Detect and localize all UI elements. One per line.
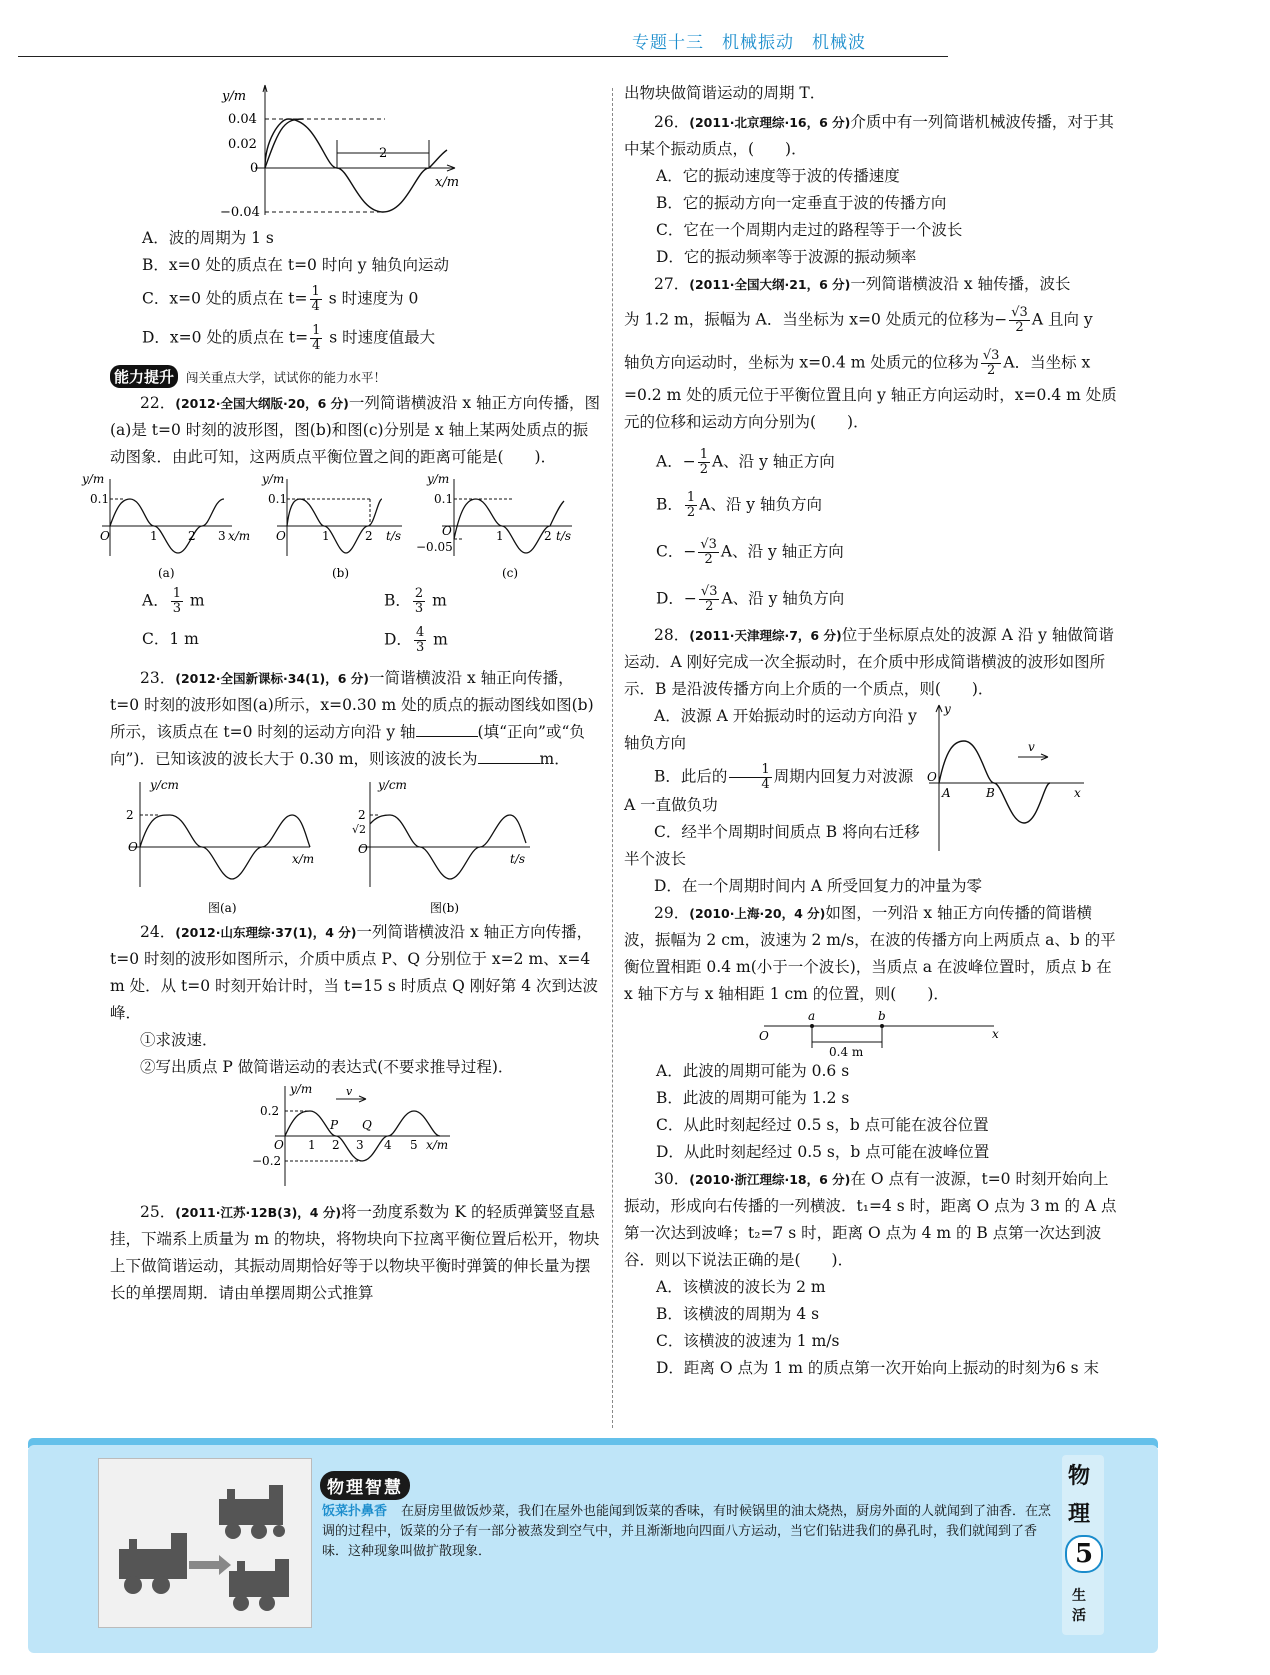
svg-text:x/m: x/m [426, 1138, 449, 1152]
svg-text:b: b [878, 1009, 886, 1023]
q28-body [624, 703, 1122, 873]
q23-fig-a [126, 778, 314, 915]
svg-text:a: a [808, 1009, 816, 1023]
footer-keyword: 饭菜扑鼻香 [322, 1504, 388, 1519]
fig21-tick-0: 0 [250, 161, 259, 176]
left-column [82, 80, 602, 1307]
svg-text:4: 4 [384, 1138, 392, 1152]
column-divider [612, 88, 613, 1428]
q26-option-d: D．它的振动频率等于波源的振动频率 [656, 248, 917, 266]
svg-text:2: 2 [365, 529, 373, 543]
svg-text:v: v [346, 1085, 353, 1098]
svg-text:y/m: y/m [427, 472, 450, 486]
svg-text:y/m: y/m [290, 1082, 313, 1096]
svg-text:3: 3 [356, 1138, 364, 1152]
q26-option-c: C．它在一个周期内走过的路程等于一个波长 [656, 221, 963, 239]
svg-text:0.1: 0.1 [90, 492, 110, 506]
q23-stem: 23．(2012·全国新课标·34(1)，6 分)一简谐横波沿 x 轴正向传播，t=0 时刻的波形如图(a)所示，x=0.30 m 处的质点的振动图线如图(b)所示，该质点在 t=0 时刻的运动方向沿 y 轴 (填“正向”或“负向”)．已知该波的波长大于 0.30 m，则该波的波长为 m． [110, 669, 594, 768]
svg-text:1: 1 [150, 529, 158, 543]
q30-option-a: A．该横波的波长为 2 m [656, 1278, 826, 1296]
q22-fig-b [261, 472, 402, 580]
svg-text:O: O [759, 1029, 769, 1043]
q22-options-row-1 [110, 587, 602, 616]
svg-text:2: 2 [544, 529, 552, 543]
fig21-tick-002: 0.02 [228, 137, 257, 152]
q30-stem: 30．(2010·浙江理综·18，6 分)在 O 点有一波源，t=0 时刻开始向上振动，形成向右传播的一列横波．t₁=4 s 时，距离 O 点为 3 m 的 A 点第一次达到波峰；t₂=7 s 时，距离 O 点为 4 m 的 B 点第一次达到波谷．则以下说法正确的是( )． [624, 1170, 1117, 1269]
svg-text:O: O [274, 1138, 284, 1152]
svg-text:5: 5 [410, 1138, 418, 1152]
fig21-xlabel: x/m [435, 175, 460, 190]
svg-text:y/m: y/m [262, 472, 285, 486]
svg-text:2: 2 [188, 529, 196, 543]
svg-text:x: x [992, 1027, 999, 1041]
svg-text:−0.2: −0.2 [252, 1154, 282, 1168]
q21-option-d: D．x=0 处的质点在 t= $\frac{1}{4}$ s 时速度值最大 [142, 323, 436, 353]
footer-body: 在厨房里做饭炒菜，我们在屋外也能闻到饭菜的香味，有时候锅里的油太烧热，厨房外面的人就闻到了油香．在烹调的过程中，饭菜的分子有一部分被蒸发到空气中，并且渐渐地向四面八方运动，当它们钻进我们的鼻孔时，我们就闻到了香味．这种现象叫做扩散现象． [322, 1504, 1052, 1559]
q28-option-d: D．在一个周期时间内 A 所受回复力的冲量为零 [654, 877, 982, 895]
q29-option-a: A．此波的周期可能为 0.6 s [656, 1062, 850, 1080]
svg-text:O: O [128, 840, 138, 854]
svg-text:O: O [442, 524, 452, 538]
q28-option-c: C．经半个周期时间质点 B 将向右迁移半个波长 [624, 823, 920, 868]
q22-figures [82, 471, 572, 583]
train-illustration [98, 1458, 312, 1628]
badge-label: 能力提升 [110, 365, 178, 388]
svg-text:Q: Q [362, 1118, 372, 1132]
q26-option-b: B．它的振动方向一定垂直于波的传播方向 [656, 194, 947, 212]
svg-text:O: O [927, 770, 937, 784]
svg-text:图(b): 图(b) [430, 901, 460, 915]
side-tab-char-4: 活 [1072, 1608, 1086, 1624]
svg-text:2: 2 [358, 808, 366, 822]
page-header [0, 24, 1270, 58]
q27-option-c: C．− $\frac{√3}{2}$ A、沿 y 轴正方向 [656, 537, 844, 567]
q22-stem: 22．(2012·全国大纲版·20，6 分)一列简谐横波沿 x 轴正方向传播，图(a)是 t=0 时刻的波形图，图(b)和图(c)分别是 x 轴上某两处质点的振动图象．由此可知，这两质点平衡位置之间的距离可能是( )． [110, 394, 601, 466]
svg-text:x/m: x/m [228, 529, 251, 543]
q25-stem: 25．(2011·江苏·12B(3)，4 分)将一劲度系数为 K 的轻质弹簧竖直悬挂，下端系上质量为 m 的物块，将物块向下拉离平衡位置后松开，物块上下做简谐运动，其振动周期恰好等于以物块平衡时弹簧的伸长量为摆长的单摆周期．请由单摆周期公式推算 [110, 1203, 600, 1302]
q27-stem-4: =0.2 m 处的质元位于平衡位置且向 y 轴正方向运动时，x=0.4 m 处质元的位移和运动方向分别为( )． [624, 386, 1117, 431]
q24-stem: 24．(2012·山东理综·37(1)，4 分)一列简谐横波沿 x 轴正方向传播，t=0 时刻的波形如图所示，介质中质点 P、Q 分别位于 x=2 m、x=4 m 处．从 t=0 时刻开始计时，当 t=15 s 时质点 Q 刚好第 4 次到达波峰． [110, 923, 599, 1022]
header-rule [18, 56, 948, 57]
side-tab-char-2: 理 [1068, 1502, 1091, 1527]
fig21-ylabel: y/m [222, 89, 247, 104]
fig21-dim: 2 [379, 146, 388, 161]
side-tab [1062, 1455, 1104, 1635]
q26-option-a: A．它的振动速度等于波的传播速度 [656, 167, 900, 185]
q27-stem-1: 27．(2011·全国大纲·21，6 分)一列简谐横波沿 x 轴传播，波长 [654, 275, 1071, 293]
svg-text:y/cm: y/cm [378, 778, 407, 792]
q21-option-a: A．波的周期为 1 s [142, 229, 274, 247]
q22-option-a: A． $\frac{1}{3}$ m [142, 586, 205, 616]
svg-text:0.2: 0.2 [260, 1104, 280, 1118]
svg-text:3: 3 [218, 529, 226, 543]
q22-fig-c [416, 472, 572, 580]
svg-text:O: O [276, 529, 286, 543]
svg-text:x: x [1074, 786, 1081, 800]
svg-text:1: 1 [308, 1138, 316, 1152]
q28-options [624, 703, 924, 873]
q28-wave-figure [924, 703, 1094, 853]
q27-option-d: D．− $\frac{√3}{2}$ A、沿 y 轴负方向 [656, 584, 845, 614]
footer-text [322, 1502, 1058, 1562]
svg-text:O: O [100, 529, 110, 543]
q21-option-c: C．x=0 处的质点在 t= $\frac{1}{4}$ s 时速度为 0 [142, 284, 419, 314]
footer-title: 物理智慧 [320, 1471, 410, 1500]
svg-text:(a): (a) [158, 566, 175, 580]
svg-text:y: y [944, 702, 951, 716]
q21-option-b: B．x=0 处的质点在 t=0 时向 y 轴负向运动 [142, 256, 449, 274]
q22-option-c: C．1 m [142, 630, 199, 648]
q27-stem-2: 为 1.2 m，振幅为 A．当坐标为 x=0 处质元的位移为− $\frac{√3}{2}$ A 且向 y [624, 305, 1093, 335]
q22-option-b: B． $\frac{2}{3}$ m [384, 586, 447, 616]
svg-text:v: v [1028, 740, 1035, 754]
chapter-title: 专题十三 机械振动 机械波 [632, 33, 866, 53]
q29-option-c: C．从此时刻起经过 0.5 s，b 点可能在波谷位置 [656, 1116, 989, 1134]
q28-option-a: A．波源 A 开始振动时的运动方向沿 y 轴负方向 [624, 707, 917, 752]
q23-figures [110, 777, 590, 917]
svg-text:1: 1 [496, 529, 504, 543]
train-icon [99, 1459, 311, 1627]
q29-option-b: B．此波的周期可能为 1.2 s [656, 1089, 850, 1107]
q22-fig-a [81, 472, 250, 580]
svg-text:2: 2 [126, 808, 134, 822]
q24-sub-1: ①求波速． [140, 1031, 218, 1049]
q28-stem: 28．(2011·天津理综·7，6 分)位于坐标原点处的波源 A 沿 y 轴做简谐运动．A 刚好完成一次全振动时，在介质中形成简谐横波的波形如图所示．B 是沿波传播方向上介质的一个质点，则( )． [624, 626, 1114, 698]
svg-text:t/s: t/s [386, 529, 402, 543]
section-badge [110, 365, 386, 388]
svg-text:y/cm: y/cm [150, 778, 179, 792]
q27-option-b: B． $\frac{1}{2}$ A、沿 y 轴负方向 [656, 490, 822, 520]
q24-sub-2: ②写出质点 P 做简谐运动的表达式(不要求推导过程)． [140, 1058, 514, 1076]
svg-text:√2: √2 [352, 823, 367, 836]
q23-blank-2[interactable] [478, 749, 540, 764]
q29-option-d: D．从此时刻起经过 0.5 s，b 点可能在波峰位置 [656, 1143, 990, 1161]
q30-option-d: D．距离 O 点为 1 m 的质点第一次开始向上振动的时刻为6 s 末 [656, 1359, 1100, 1377]
q22-options-row-2 [110, 626, 602, 655]
right-column [624, 80, 1122, 1382]
svg-text:0.1: 0.1 [434, 492, 454, 506]
svg-text:1: 1 [322, 529, 330, 543]
q26-stem: 26．(2011·北京理综·16，6 分)介质中有一列简谐机械波传播，对于其中某个振动质点，( )． [624, 113, 1114, 158]
svg-text:−0.05: −0.05 [416, 540, 453, 554]
q24-wave-figure [240, 1081, 540, 1191]
q27-stem-3: 轴负方向运动时，坐标为 x=0.4 m 处质元的位移为 $\frac{√3}{2}$ A．当坐标 x [624, 348, 1091, 378]
svg-text:t/s: t/s [556, 529, 572, 543]
svg-text:(b): (b) [332, 566, 350, 580]
svg-text:A: A [942, 786, 951, 800]
svg-text:x/m: x/m [292, 852, 315, 866]
svg-text:P: P [330, 1118, 339, 1132]
svg-text:0.4 m: 0.4 m [829, 1045, 864, 1059]
q28-option-b: B．此后的 $\frac{1}{4}$ 周期内回复力对波源 A 一直做负功 [624, 762, 914, 814]
q29-stem: 29．(2010·上海·20，4 分)如图，一列沿 x 轴正方向传播的简谐横波，振幅为 2 cm，波速为 2 m/s，在波的传播方向上两质点 a、b 的平衡位置相距 0.4 m(小于一个波长)，当质点 a 在波峰位置时，质点 b 在 x 轴下方与 x 轴相距 1 cm 的位置，则( )． [624, 904, 1116, 1003]
q23-blank-1[interactable] [416, 722, 478, 737]
q27-option-a: A．− $\frac{1}{2}$ A、沿 y 轴正方向 [656, 447, 835, 477]
fig21-tick-004: 0.04 [228, 112, 257, 127]
q21-wave-figure [220, 80, 505, 225]
q25-continuation: 出物块做简谐运动的周期 T． [624, 84, 826, 102]
q30-option-c: C．该横波的波速为 1 m/s [656, 1332, 840, 1350]
svg-text:O: O [358, 842, 368, 856]
svg-text:t/s: t/s [510, 852, 526, 866]
page-number: 5 [1065, 1535, 1103, 1573]
svg-text:y/m: y/m [82, 472, 105, 486]
fig21-tick-n004: −0.04 [220, 205, 260, 220]
side-tab-char-3: 生 [1072, 1588, 1086, 1604]
svg-text:B: B [986, 786, 995, 800]
svg-text:(c): (c) [502, 566, 519, 580]
side-tab-char-1: 物 [1068, 1464, 1091, 1489]
q30-option-b: B．该横波的周期为 4 s [656, 1305, 820, 1323]
q22-option-d: D． $\frac{4}{3}$ m [384, 625, 448, 655]
badge-tagline: 闯关重点大学，试试你的能力水平！ [186, 369, 387, 385]
svg-text:2: 2 [332, 1138, 340, 1152]
q23-fig-b [352, 778, 530, 915]
q29-figure [754, 1008, 1014, 1058]
svg-text:图(a): 图(a) [208, 901, 237, 915]
svg-text:0.1: 0.1 [268, 492, 288, 506]
